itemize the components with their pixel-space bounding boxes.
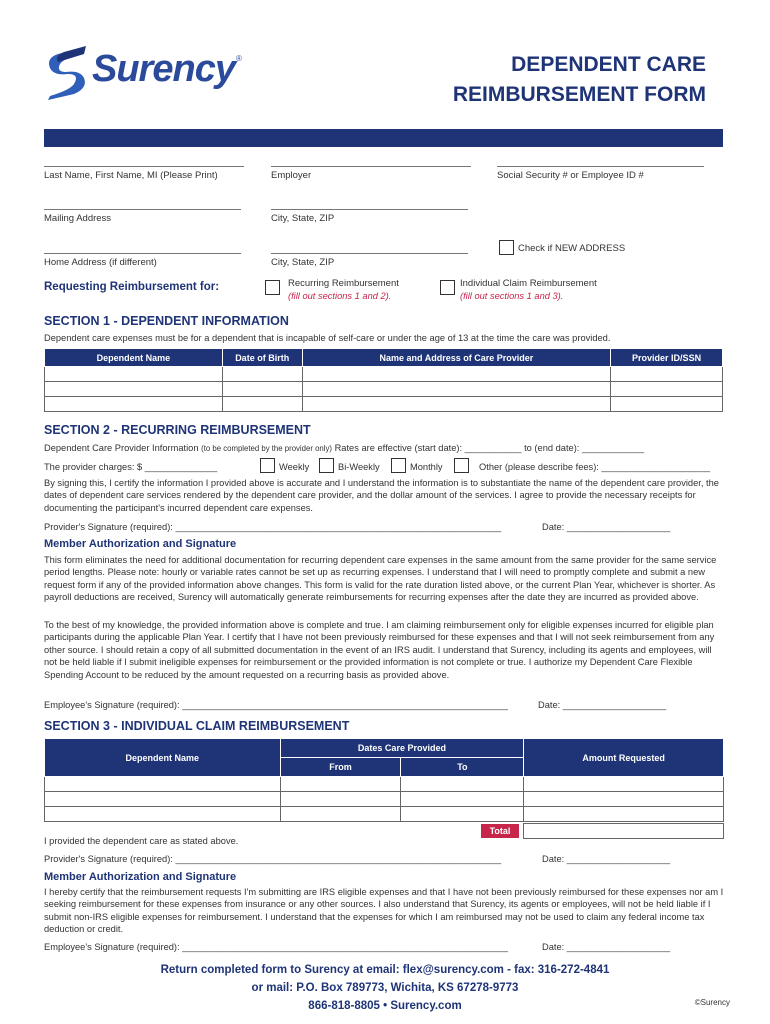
section-3-heading: SECTION 3 - INDIVIDUAL CLAIM REIMBURSEMENT bbox=[44, 719, 350, 733]
col-to: To bbox=[401, 758, 524, 777]
total-amount-input[interactable] bbox=[523, 823, 724, 839]
care-provided-statement: I provided the dependent care as stated above. bbox=[44, 836, 239, 846]
home-city-state-zip-label: City, State, ZIP bbox=[271, 257, 335, 268]
section-1-description: Dependent care expenses must be for a dependent that is incapable of self-care or under the age of 13 at the time the care was provided. bbox=[44, 333, 611, 343]
mailing-address-label: Mailing Address bbox=[44, 213, 112, 224]
section-2-heading: SECTION 2 - RECURRING REIMBURSEMENT bbox=[44, 423, 311, 437]
header-divider-bar bbox=[44, 129, 723, 147]
employee-signature-field-2[interactable]: Employee's Signature (required): _______________________________________________________________ bbox=[44, 942, 508, 952]
table-cell[interactable] bbox=[222, 382, 302, 397]
table-cell[interactable] bbox=[401, 807, 524, 822]
table-cell[interactable] bbox=[222, 367, 302, 382]
table-cell[interactable] bbox=[524, 807, 724, 822]
provider-signature-field[interactable]: Provider's Signature (required): _______________________________________________________________ bbox=[44, 522, 502, 532]
total-badge: Total bbox=[481, 824, 519, 838]
table-row bbox=[45, 792, 724, 807]
rates-effective[interactable]: Rates are effective (start date): ___________ to (end date): ____________ bbox=[334, 443, 645, 453]
requesting-label: Requesting Reimbursement for: bbox=[44, 281, 220, 293]
provider-date-field[interactable]: Date: ____________________ bbox=[542, 522, 671, 532]
table-cell[interactable] bbox=[524, 777, 724, 792]
individual-claim-checkbox[interactable] bbox=[440, 280, 455, 295]
col-care-provider: Name and Address of Care Provider bbox=[302, 349, 610, 367]
monthly-label: Monthly bbox=[410, 462, 443, 472]
table-row bbox=[45, 777, 724, 792]
new-address-checkbox[interactable] bbox=[499, 240, 514, 255]
mailing-address-input[interactable] bbox=[44, 209, 241, 210]
table-cell[interactable] bbox=[401, 777, 524, 792]
recurring-checkbox[interactable] bbox=[265, 280, 280, 295]
footer-contact bbox=[0, 961, 770, 1015]
employer-input[interactable] bbox=[271, 166, 471, 167]
weekly-label: Weekly bbox=[279, 462, 310, 472]
recurring-note: (fill out sections 1 and 2). bbox=[288, 291, 392, 301]
employer-label: Employer bbox=[271, 170, 312, 181]
home-address-label: Home Address (if different) bbox=[44, 257, 157, 268]
last-name-input[interactable] bbox=[44, 166, 244, 167]
footer-email-fax: Return completed form to Surency at email: flex@surency.com - fax: 316-272-4841 bbox=[160, 964, 610, 976]
surency-s-icon bbox=[44, 44, 90, 102]
table-cell[interactable] bbox=[302, 367, 610, 382]
table-cell[interactable] bbox=[280, 777, 401, 792]
table-cell[interactable] bbox=[45, 792, 281, 807]
table-cell[interactable] bbox=[611, 397, 723, 412]
table-cell[interactable] bbox=[45, 807, 281, 822]
provider-date-field-2[interactable]: Date: ____________________ bbox=[542, 854, 671, 864]
table-cell[interactable] bbox=[524, 792, 724, 807]
copyright: ©Surency bbox=[694, 998, 730, 1007]
home-address-input[interactable] bbox=[44, 253, 241, 254]
table-row bbox=[45, 807, 724, 822]
individual-claim-label: Individual Claim Reimbursement bbox=[460, 278, 597, 289]
provider-info-line bbox=[44, 442, 644, 455]
provider-signature-field-2[interactable]: Provider's Signature (required): _______________________________________________________________ bbox=[44, 854, 502, 864]
table-row bbox=[45, 367, 723, 382]
member-auth-heading-2: Member Authorization and Signature bbox=[44, 871, 237, 883]
logo-trademark: ® bbox=[236, 54, 242, 63]
new-address-label: Check if NEW ADDRESS bbox=[518, 243, 626, 254]
col-from: From bbox=[280, 758, 401, 777]
surency-logo bbox=[44, 44, 244, 104]
footer-mail: or mail: P.O. Box 789773, Wichita, KS 67278-9773 bbox=[251, 982, 519, 994]
dependent-info-table bbox=[44, 348, 723, 412]
city-state-zip-input[interactable] bbox=[271, 209, 468, 210]
employee-date-field-1[interactable]: Date: ____________________ bbox=[538, 700, 667, 710]
table-row bbox=[45, 382, 723, 397]
footer-phone-web: 866-818-8805 • Surency.com bbox=[308, 1000, 462, 1012]
table-cell[interactable] bbox=[302, 382, 610, 397]
employee-date-field-2[interactable]: Date: ____________________ bbox=[542, 942, 671, 952]
table-cell[interactable] bbox=[222, 397, 302, 412]
other-checkbox[interactable] bbox=[454, 458, 469, 473]
ssn-label: Social Security # or Employee ID # bbox=[497, 170, 644, 181]
section-1-heading: SECTION 1 - DEPENDENT INFORMATION bbox=[44, 314, 289, 328]
logo-wordmark: Surency bbox=[92, 48, 235, 90]
table-cell[interactable] bbox=[302, 397, 610, 412]
table-cell[interactable] bbox=[45, 777, 281, 792]
monthly-checkbox[interactable] bbox=[391, 458, 406, 473]
table-cell[interactable] bbox=[45, 382, 223, 397]
last-name-label: Last Name, First Name, MI (Please Print) bbox=[44, 170, 218, 181]
col-date-of-birth: Date of Birth bbox=[222, 349, 302, 367]
table-cell[interactable] bbox=[280, 807, 401, 822]
col-dependent-name: Dependent Name bbox=[45, 349, 223, 367]
table-cell[interactable] bbox=[611, 382, 723, 397]
table-cell[interactable] bbox=[45, 367, 223, 382]
claim-table bbox=[44, 738, 724, 822]
provider-info-note: (to be completed by the provider only) bbox=[201, 444, 332, 453]
biweekly-checkbox[interactable] bbox=[319, 458, 334, 473]
recurring-label: Recurring Reimbursement bbox=[288, 278, 399, 289]
col-dates-care-provided: Dates Care Provided bbox=[280, 739, 524, 758]
certify-paragraph: By signing this, I certify the information I provided above is accurate and I understand the information is to substantiate the name of the dependent care provider, the dates of dependent care services rendered by the dependent care provider, and the dollar amount of the services. I agree to provide the necessary receipts for documenting the participant's incurred dependent care expenses. bbox=[44, 478, 719, 513]
weekly-checkbox[interactable] bbox=[260, 458, 275, 473]
table-cell[interactable] bbox=[401, 792, 524, 807]
table-cell[interactable] bbox=[611, 367, 723, 382]
biweekly-label: Bi-Weekly bbox=[338, 462, 380, 472]
other-fees-field[interactable]: Other (please describe fees): _____________________ bbox=[479, 462, 711, 472]
title-line-1: DEPENDENT CARE bbox=[511, 53, 706, 76]
col-provider-id: Provider ID/SSN bbox=[611, 349, 723, 367]
table-row bbox=[45, 397, 723, 412]
table-cell[interactable] bbox=[280, 792, 401, 807]
ssn-input[interactable] bbox=[497, 166, 704, 167]
col-amount-requested: Amount Requested bbox=[524, 739, 724, 777]
member-auth-paragraph-1: This form eliminates the need for additional documentation for recurring dependent care expenses in the same amount from the same provider for the same service period lengths. Please note: hourly or variable rates cannot be set up as recurring expenses. I understand that I will need to promptly complete and submit a new request form if any of the provided information above changes. This form is valid for the rate duration listed above, or the current Plan Year, whichever is shorter. As payroll deductions are received, Surency will automatically generate reimbursements for recurring expenses after the date they are incurred as provided above. bbox=[44, 555, 717, 603]
home-city-state-zip-input[interactable] bbox=[271, 253, 468, 254]
employee-signature-field-1[interactable]: Employee's Signature (required): _______________________________________________________________ bbox=[44, 700, 508, 710]
table-cell[interactable] bbox=[45, 397, 223, 412]
city-state-zip-label: City, State, ZIP bbox=[271, 213, 335, 224]
member-auth-heading-1: Member Authorization and Signature bbox=[44, 538, 237, 550]
form-title bbox=[453, 50, 706, 110]
provider-charges-field[interactable]: The provider charges: $ ______________ bbox=[44, 462, 218, 472]
title-line-2: REIMBURSEMENT FORM bbox=[452, 83, 706, 106]
individual-claim-note: (fill out sections 1 and 3). bbox=[460, 291, 564, 301]
member-auth-paragraph-2: To the best of my knowledge, the provided information above is complete and true. I am claiming reimbursement only for eligible expenses incurred for eligible plan participants during the applicable Plan Year. I certify that I have not been previously reimbursed for these expenses and that I will not seek reimbursement from any other source. I should retain a copy of all submitted documentation in the event of an IRS audit. I understand that Surency, including its agents and employees, will not be held liable if I submit ineligible expenses for reimbursement or the provided information is not complete or true. I authorize my Dependent Care Flexible Spending Account to be reduced by the amount requested on a recurring basis as provided above. bbox=[44, 620, 715, 680]
member-auth-paragraph-3: I hereby certify that the reimbursement requests I'm submitting are IRS eligible expenses and that I have not been previously reimbursed for these expenses nor am I seeking reimbursement for these expenses from insurance or any other sources. I also understand that Surency, its agents or employees, will not be held liable if I submit non-IRS eligible expenses for reimbursement. I understand that the expenses for which I am reimbursed may not be used to claim any federal income tax deduction or credit. bbox=[44, 887, 724, 935]
col-claim-dependent-name: Dependent Name bbox=[45, 739, 281, 777]
provider-info-label: Dependent Care Provider Information bbox=[44, 443, 199, 453]
